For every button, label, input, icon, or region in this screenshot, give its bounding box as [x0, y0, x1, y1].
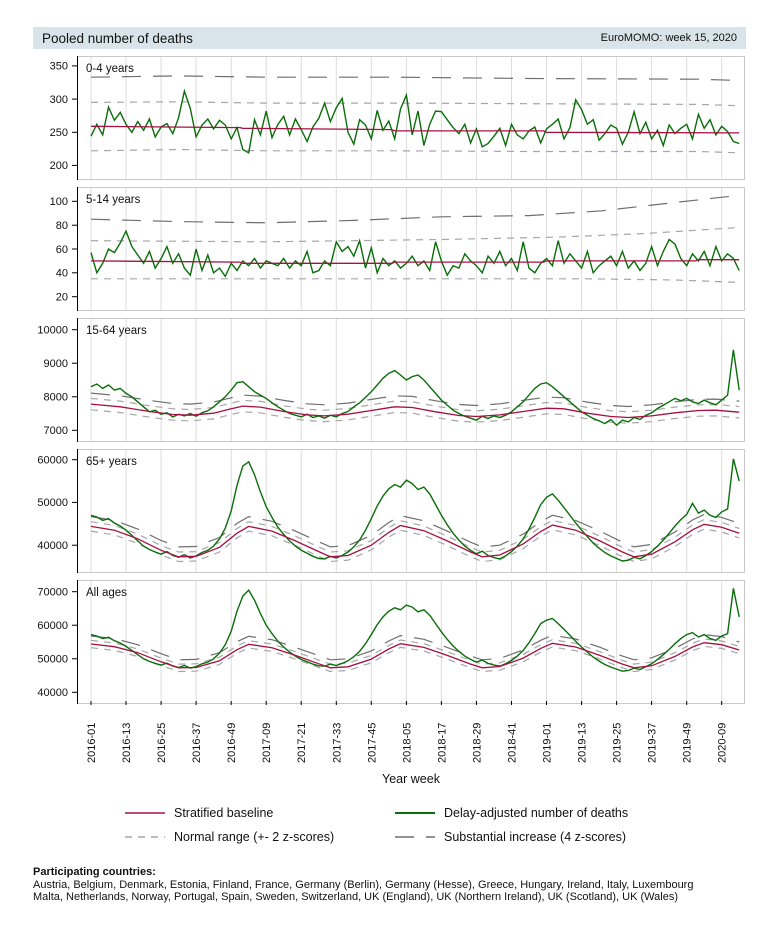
svg-text:40: 40 [55, 267, 68, 280]
svg-text:2018-05: 2018-05 [401, 722, 414, 763]
svg-text:350: 350 [49, 60, 68, 73]
svg-text:50000: 50000 [37, 497, 68, 510]
x-axis-title: Year week [382, 772, 440, 786]
svg-text:60000: 60000 [37, 454, 68, 467]
svg-text:2017-21: 2017-21 [296, 722, 309, 763]
substantial-increase-dash-swatch [395, 834, 435, 840]
legend-label: Normal range (+- 2 z-scores) [174, 830, 335, 844]
svg-text:2020-09: 2020-09 [716, 722, 729, 763]
svg-text:2016-13: 2016-13 [121, 722, 133, 763]
svg-text:80: 80 [55, 220, 68, 232]
title-bar [33, 27, 746, 49]
legend-item-substantial-increase [395, 830, 626, 844]
svg-text:50000: 50000 [37, 653, 68, 666]
svg-text:2016-49: 2016-49 [226, 722, 239, 763]
x-axis-svg [33, 701, 745, 771]
svg-text:40000: 40000 [37, 540, 68, 552]
svg-text:0-4 years: 0-4 years [86, 63, 134, 75]
svg-text:65+ years: 65+ years [86, 456, 137, 468]
svg-text:2018-17: 2018-17 [436, 722, 449, 763]
footer-line-2: Malta, Netherlands, Norway, Portugal, Spain, Sweden, Switzerland, UK (England), UK (Northern Ireland), UK (Scotland), UK (Wales) [33, 891, 678, 903]
svg-text:2017-09: 2017-09 [261, 722, 274, 763]
svg-text:2016-37: 2016-37 [191, 722, 204, 763]
svg-text:60000: 60000 [37, 620, 68, 632]
baseline-line-swatch [125, 810, 165, 816]
x-axis [33, 701, 745, 771]
panel-svg [33, 56, 745, 180]
svg-text:10000: 10000 [37, 324, 68, 337]
svg-text:7000: 7000 [43, 425, 68, 438]
legend-item-deaths [395, 806, 628, 820]
svg-text:60: 60 [55, 243, 68, 256]
svg-text:2019-37: 2019-37 [646, 722, 659, 763]
panel-0-4-years [33, 56, 745, 180]
footer-heading: Participating countries: [33, 866, 156, 878]
svg-text:20: 20 [55, 291, 68, 304]
svg-text:250: 250 [49, 127, 68, 140]
svg-text:2018-29: 2018-29 [471, 722, 484, 763]
svg-text:2016-01: 2016-01 [86, 722, 98, 763]
svg-text:2019-49: 2019-49 [681, 722, 694, 763]
svg-text:15-64 years: 15-64 years [86, 325, 147, 337]
normal-range-dash-swatch [125, 834, 165, 840]
legend-label: Substantial increase (4 z-scores) [444, 830, 627, 844]
svg-text:200: 200 [49, 160, 68, 173]
svg-text:2017-45: 2017-45 [366, 722, 379, 763]
svg-text:All ages: All ages [86, 587, 127, 599]
svg-text:70000: 70000 [37, 586, 68, 599]
participating-countries [33, 866, 746, 904]
svg-text:2019-13: 2019-13 [576, 722, 589, 763]
deaths-line-swatch [395, 810, 435, 816]
svg-text:2019-01: 2019-01 [541, 722, 554, 763]
svg-text:300: 300 [49, 93, 68, 106]
svg-text:9000: 9000 [43, 358, 68, 370]
report-week-label: EuroMOMO: week 15, 2020 [600, 32, 737, 44]
svg-text:2019-25: 2019-25 [611, 722, 624, 763]
panel-svg [33, 187, 745, 311]
svg-text:2018-41: 2018-41 [506, 722, 519, 763]
legend-item-baseline [125, 806, 273, 820]
panel-svg [33, 580, 745, 704]
legend-label: Delay-adjusted number of deaths [444, 806, 629, 820]
chart-panels [33, 56, 746, 711]
panel-65plus-years [33, 449, 745, 573]
panel-5-14-years [33, 187, 745, 311]
page-title: Pooled number of deaths [42, 30, 193, 46]
svg-text:100: 100 [49, 196, 68, 209]
footer-line-1: Austria, Belgium, Denmark, Estonia, Finland, France, Germany (Berlin), Germany (Hesse), Greece, Hungary, Ireland, Italy, Luxembourg [33, 878, 694, 891]
svg-text:8000: 8000 [43, 391, 68, 404]
legend-item-normal-range [125, 830, 334, 844]
panel-all-ages [33, 580, 745, 704]
panel-15-64-years [33, 318, 745, 442]
svg-text:2017-33: 2017-33 [331, 722, 344, 763]
svg-text:2016-25: 2016-25 [156, 722, 169, 763]
panel-svg [33, 449, 745, 573]
legend-label: Stratified baseline [174, 806, 274, 820]
legend [0, 800, 780, 852]
svg-text:40000: 40000 [37, 687, 68, 700]
svg-text:5-14 years: 5-14 years [86, 194, 141, 206]
panel-svg [33, 318, 745, 442]
